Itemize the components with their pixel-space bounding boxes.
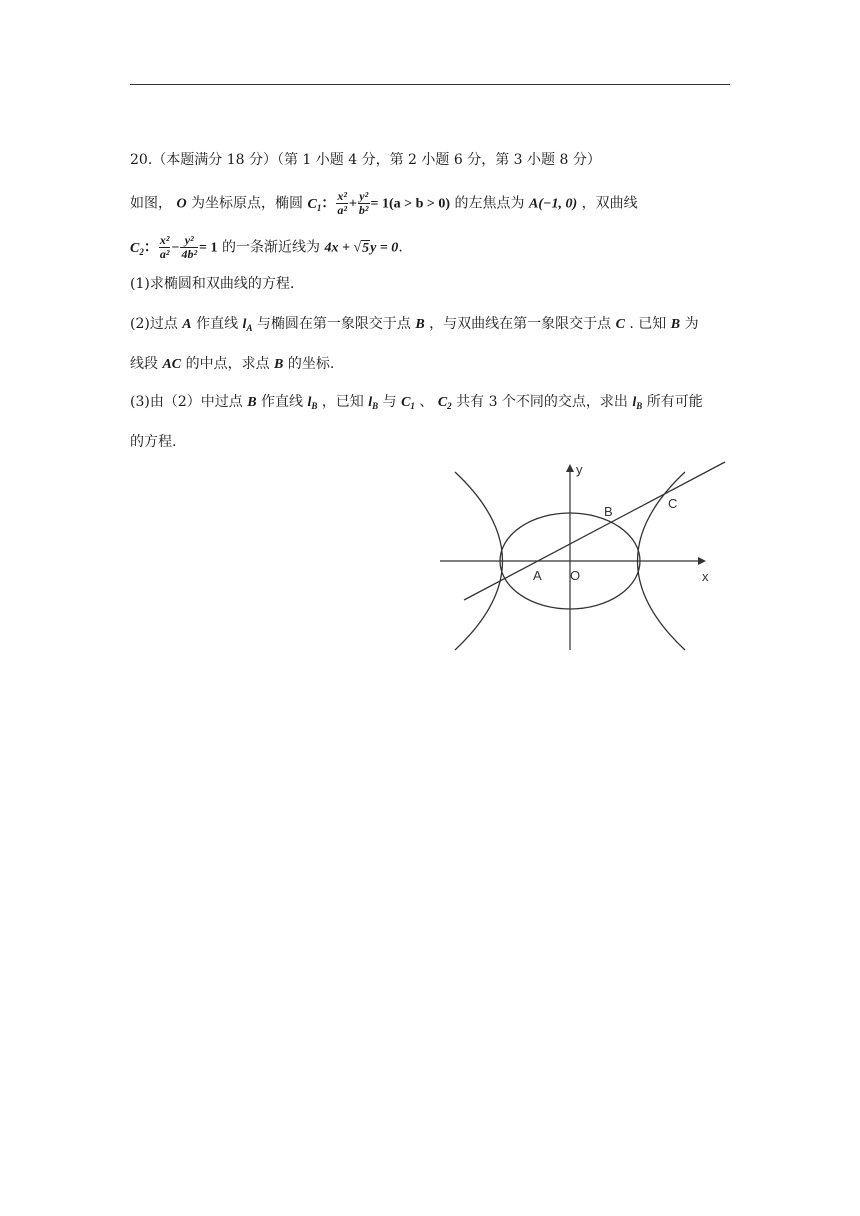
header-rule bbox=[130, 84, 730, 85]
x-axis-arrow bbox=[698, 557, 706, 565]
fraction-y2-b2: $\frac{\text{y²}}{\text{b²}}$ bbox=[358, 189, 369, 217]
question-3-line1: (3)由（2）中过点 B 作直线 $l_B$ ，已知 $l_B$ 与 $C_1$ 、 $C_2$ 共有 3 个不同的交点，求出 $l_B$ 所有可能 bbox=[130, 394, 703, 411]
intro-text-3: 的左焦点为 bbox=[454, 195, 525, 212]
intro-text-2: 为坐标原点，椭圆 bbox=[191, 195, 304, 212]
line-lA: $l_A$ bbox=[242, 317, 253, 333]
fraction-y2-4b2: $\frac{\text{y²}}{\text{4b²}}$ bbox=[181, 233, 198, 261]
label-b: B bbox=[604, 504, 613, 519]
intro-text-4: ，双曲线 bbox=[581, 195, 638, 212]
intro-text-1: 如图， bbox=[130, 195, 172, 212]
intro-text-5: 的一条渐近线为 bbox=[221, 239, 320, 256]
y-axis-arrow bbox=[566, 464, 574, 472]
figure bbox=[440, 458, 740, 658]
asymptote-equation: 4x + √5y = 0 bbox=[324, 240, 399, 256]
label-o: O bbox=[570, 568, 581, 583]
question-3-line2: 的方程. bbox=[130, 434, 177, 450]
ellipse-condition: = 1(a > b > 0) bbox=[370, 196, 451, 212]
fraction-x2-a2-hyp: $\frac{\text{x²}}{\text{a²}}$ bbox=[159, 233, 170, 261]
label-c: C bbox=[668, 496, 678, 511]
ellipse-name: $C_1$ bbox=[307, 196, 322, 213]
line-la bbox=[464, 462, 725, 600]
problem-intro-line2: $C_2$： $\frac{\text{x²}}{\text{a²}}$ − $\frac{\text{y²}}{\text{4b²}}$ = 1 的一条渐近线为 4x + √5y = 0. bbox=[130, 233, 403, 261]
question-2-line1: (2)过点 A 作直线 $l_A$ 与椭圆在第一象限交于点 B ，与双曲线在第一象限交于点 C . 已知 B 为 bbox=[130, 316, 699, 333]
origin-symbol: O bbox=[176, 196, 187, 212]
problem-header: 20.（本题满分 18 分）（第 1 小题 4 分，第 2 小题 6 分，第 3 小题 8 分） bbox=[130, 152, 601, 168]
conic-diagram bbox=[440, 458, 740, 658]
hyperbola-name: $C_2$ bbox=[130, 240, 144, 257]
problem-intro-line1: 如图， O 为坐标原点，椭圆 $C_1$： $\frac{\text{x²}}{\text{a²}}$ + $\frac{\text{y²}}{\text{b²}}$ = 1(a > b > 0) 的左焦点为 A(−1, 0) ，双曲线 bbox=[130, 189, 638, 217]
question-2-line2: 线段 AC 的中点，求点 B 的坐标. bbox=[130, 356, 335, 372]
label-a: A bbox=[533, 568, 542, 583]
label-y: y bbox=[576, 462, 583, 477]
focus-point: A(−1, 0) bbox=[528, 196, 578, 212]
question-1: (1)求椭圆和双曲线的方程. bbox=[130, 276, 295, 292]
fraction-x2-a2: $\frac{\text{x²}}{\text{a²}}$ bbox=[337, 189, 347, 217]
label-x: x bbox=[702, 569, 709, 584]
